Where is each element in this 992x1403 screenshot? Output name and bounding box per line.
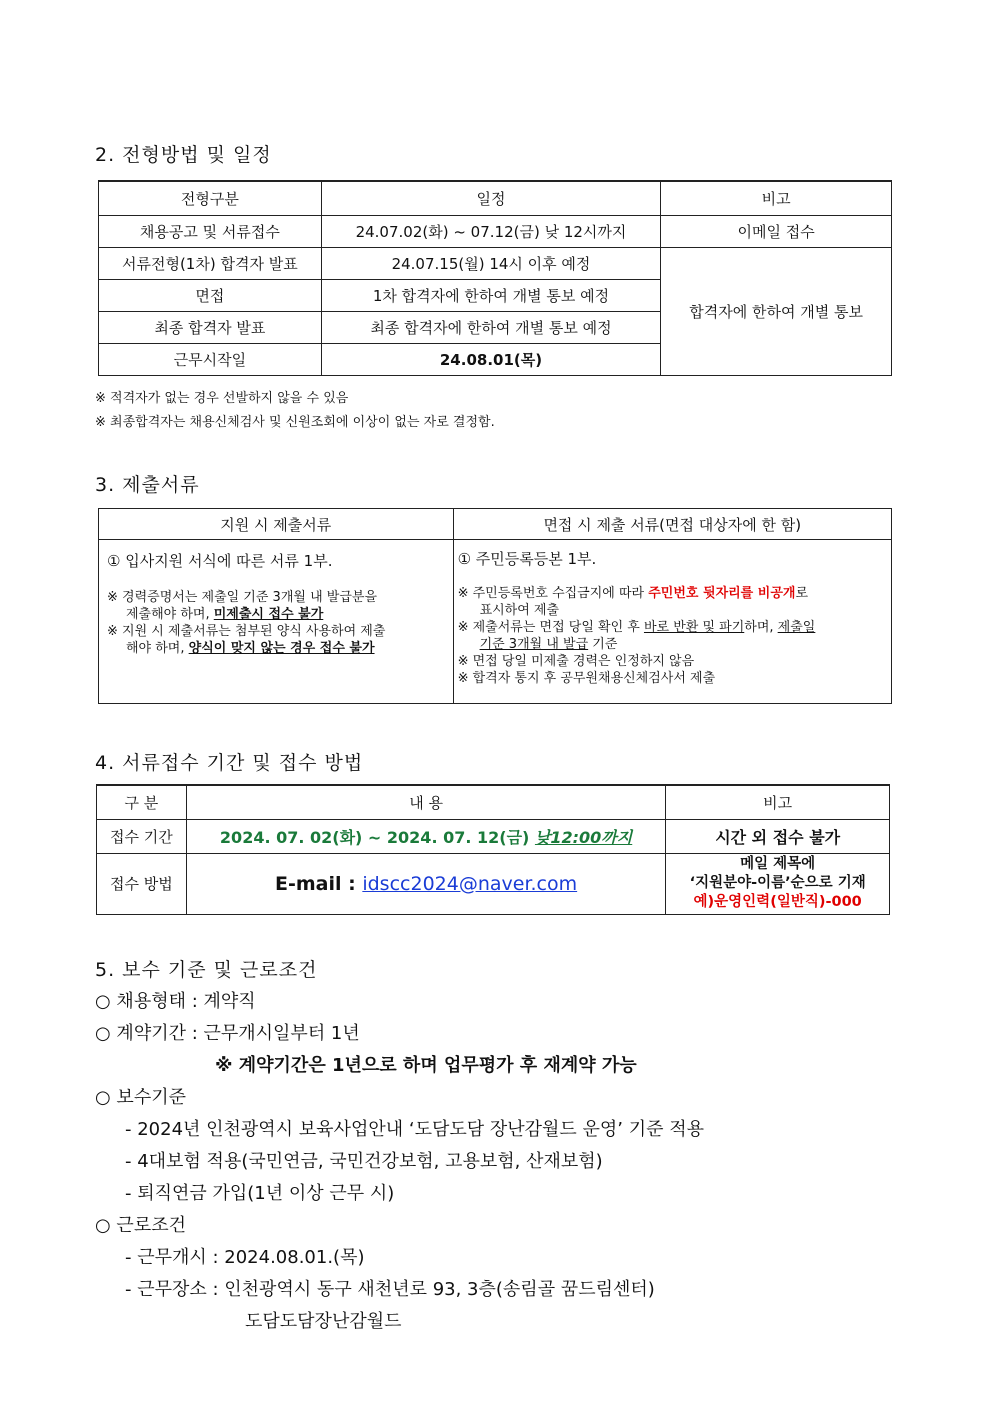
method-label: 접수 방법 xyxy=(97,853,187,914)
row-final-label: 최종 합격자 발표 xyxy=(99,311,322,343)
docs-interview-header: 면접 시 제출 서류(면접 대상자에 한 함) xyxy=(453,509,891,540)
work-conditions: ○ 근로조건 xyxy=(95,1215,186,1236)
interview-note-2a: ※ 제출서류는 면접 당일 확인 후 xyxy=(457,620,644,635)
period-cell xyxy=(186,819,665,853)
work-place: - 근무장소 : 인천광역시 동구 새천년로 93, 3층(송림골 꿈드림센터) xyxy=(125,1279,655,1300)
interview-note-2u: 바로 반환 및 파기 xyxy=(643,620,745,635)
row-interview-label: 면접 xyxy=(99,279,322,311)
interview-note-1r: 주민번호 뒷자리를 비공개 xyxy=(648,586,796,601)
method-note xyxy=(666,853,890,914)
s2-note-2: ※ 최종합격자는 채용신체검사 및 신원조회에 이상이 없는 자로 결정함. xyxy=(95,415,495,430)
row-doc-result-label: 서류전형(1차) 합격자 발표 xyxy=(99,247,322,279)
period-value: 2024. 07. 02(화) ~ 2024. 07. 12(금) xyxy=(219,827,535,847)
period-label: 접수 기간 xyxy=(97,819,187,853)
apply-note-1b: 제출해야 하며, xyxy=(126,607,214,622)
method-note-2: ‘지원분야-이름’순으로 기재 xyxy=(689,875,866,891)
docs-apply-cell xyxy=(99,540,454,704)
docs-apply-header: 지원 시 제출서류 xyxy=(99,509,454,540)
pay-item-3: - 퇴직연금 가입(1년 이상 근무 시) xyxy=(125,1183,395,1204)
work-place-name: 도담도담장난감월드 xyxy=(245,1311,402,1332)
email-link[interactable]: idscc2024@naver.com xyxy=(362,872,578,895)
pay-item-2: - 4대보험 적용(국민연금, 국민건강보험, 고용보험, 산재보험) xyxy=(125,1151,603,1172)
interview-note-2d: 기준 xyxy=(588,637,618,652)
section-3-title: 3. 제출서류 xyxy=(95,474,200,496)
row-start-label: 근무시작일 xyxy=(99,343,322,375)
th-type: 전형구분 xyxy=(99,181,322,215)
row-start-date: 24.08.01(목) xyxy=(321,343,661,375)
employment-type: ○ 채용형태 : 계약직 xyxy=(95,991,256,1012)
method-note-1: 메일 제목에 xyxy=(740,856,816,872)
row-posting-date: 24.07.02(화) ~ 07.12(금) 낮 12시까지 xyxy=(321,215,661,247)
row-posting-label: 채용공고 및 서류접수 xyxy=(99,215,322,247)
th-remark: 비고 xyxy=(666,785,890,819)
docs-interview-cell xyxy=(453,540,891,704)
row-posting-note: 이메일 접수 xyxy=(661,215,892,247)
th-category: 구 분 xyxy=(97,785,187,819)
interview-note-2b: 하며, xyxy=(744,620,778,635)
contract-period: ○ 계약기간 : 근무개시일부터 1년 xyxy=(95,1023,360,1044)
apply-main: ① 입사지원 서식에 따른 서류 1부. xyxy=(107,552,333,570)
interview-note-2u2: 제출일 xyxy=(777,620,816,635)
row-interview-date: 1차 합격자에 한하여 개별 통보 예정 xyxy=(321,279,661,311)
s2-note-1: ※ 적격자가 없는 경우 선발하지 않을 수 있음 xyxy=(95,391,349,406)
apply-note-2u: 양식이 맞지 않는 경우 접수 불가 xyxy=(188,641,375,656)
section-4-title: 4. 서류접수 기간 및 접수 방법 xyxy=(95,752,364,774)
pay-item-1: - 2024년 인천광역시 보육사업안내 ‘도담도담 장난감월드 운영’ 기준 적용 xyxy=(125,1119,704,1140)
period-note: 시간 외 접수 불가 xyxy=(666,819,890,853)
interview-note-1c: 로 xyxy=(795,586,809,601)
interview-note-1a: ※ 주민등록번호 수집금지에 따라 xyxy=(457,586,649,601)
th-note: 비고 xyxy=(661,181,892,215)
apply-note-1u: 미제출시 접수 불가 xyxy=(213,607,324,622)
documents-table xyxy=(98,508,892,704)
application-table xyxy=(96,784,890,915)
period-time: 낮12:00까지 xyxy=(534,827,633,847)
interview-note-1d: 표시하여 제출 xyxy=(479,603,560,618)
interview-main: ① 주민등록등본 1부. xyxy=(457,550,597,568)
merged-note: 합격자에 한하여 개별 통보 xyxy=(661,247,892,375)
contract-note: ※ 계약기간은 1년으로 하며 업무평가 후 재계약 가능 xyxy=(215,1055,637,1076)
work-start: - 근무개시 : 2024.08.01.(목) xyxy=(125,1247,365,1268)
section-5-title: 5. 보수 기준 및 근로조건 xyxy=(95,959,318,981)
interview-note-2c: 기준 3개월 내 발급 xyxy=(479,637,589,652)
method-cell xyxy=(186,853,665,914)
interview-note-4: ※ 합격자 통지 후 공무원채용신체검사서 제출 xyxy=(457,671,716,686)
apply-note-2b: 해야 하며, xyxy=(126,641,189,656)
th-schedule: 일정 xyxy=(321,181,661,215)
pay-standard: ○ 보수기준 xyxy=(95,1087,186,1108)
section-2-title: 2. 전형방법 및 일정 xyxy=(95,144,272,166)
method-note-3: 예)운영인력(일반직)-000 xyxy=(693,894,862,910)
interview-note-3: ※ 면접 당일 미제출 경력은 인정하지 않음 xyxy=(457,654,695,669)
apply-note-2a: ※ 지원 시 제출서류는 첨부된 양식 사용하여 제출 xyxy=(107,624,386,639)
row-doc-result-date: 24.07.15(월) 14시 이후 예정 xyxy=(321,247,661,279)
email-prefix: E-mail : xyxy=(275,872,363,895)
selection-schedule-table xyxy=(98,180,892,376)
apply-note-1a: ※ 경력증명서는 제출일 기준 3개월 내 발급분을 xyxy=(107,590,378,605)
th-content: 내 용 xyxy=(186,785,665,819)
row-final-date: 최종 합격자에 한하여 개별 통보 예정 xyxy=(321,311,661,343)
